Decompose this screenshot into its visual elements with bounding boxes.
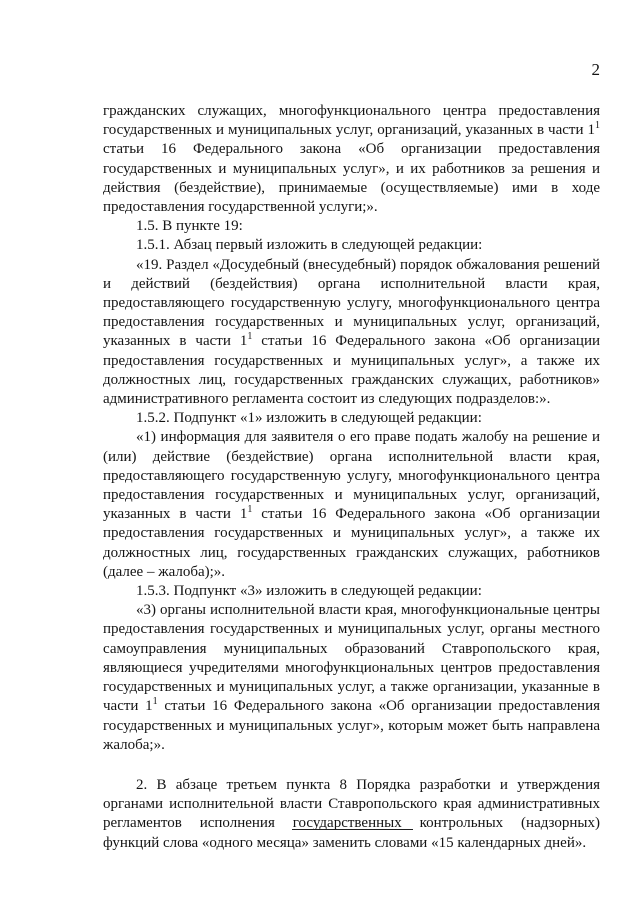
- superscript: 1: [152, 696, 158, 708]
- text-run: «19. Раздел «Досудебный (внесудебный) порядок обжалования решений и действий (бездействия) органа исполнительной власти края, предоставляющего государственную услугу, многофункционального центра предоставления государственных и муниципальных услуг, организаций, указанных в части 1: [103, 256, 600, 350]
- text-run: статьи 16 Федерального закона «Об организации предоставления государственных и муниципальных услуг», а также их должностных лиц, государственных гражданских служащих, работников (далее – жалоба);».: [103, 506, 600, 580]
- paragraph-continuation: [103, 102, 600, 217]
- text-run: гражданских служащих, многофункционального центра предоставления государственных и муниципальных услуг, организаций, указанных в части 1: [103, 103, 600, 139]
- page-number: 2: [591, 60, 600, 79]
- text-run: статьи 16 Федерального закона «Об организации предоставления государственных и муниципальных услуг», и их работников за решения и действия (бездействие), принимаемые (осуществляемые) ими в ходе предоставления государственной услуги;».: [103, 141, 600, 216]
- paragraph-1-5-3: [103, 582, 600, 601]
- text-run: 1.5.2. Подпункт «1» изложить в следующей редакции:: [136, 410, 482, 427]
- document-body: [103, 102, 600, 853]
- paragraph-1-5-2-quote: [103, 428, 600, 582]
- text-run: 1.5. В пункте 19:: [136, 218, 243, 235]
- paragraph-1-5: [103, 217, 600, 236]
- paragraph-1-5-3-quote: [103, 601, 600, 755]
- text-run: статьи 16 Федерального закона «Об организации предоставления государственных и муниципальных услуг», а также их должностных лиц, государственных гражданских служащих, работников» административного регламента состоит из следующих подразделов:».: [103, 333, 600, 408]
- paragraph-2: [103, 776, 600, 853]
- superscript: 1: [595, 120, 600, 132]
- superscript: 1: [247, 504, 253, 516]
- end-divider: [292, 829, 413, 830]
- text-run: «1) информация для заявителя о его праве подать жалобу на решение и (или) действие (бездействие) органа исполнительной власти края, предоставляющего государственную услугу, многофункционального центра предоставления государственных и муниципальных услуг, организаций, указанных в части 1: [103, 429, 600, 523]
- text-run: 2. В абзаце третьем пункта 8 Порядка разработки и утверждения органами исполнительной власти Ставропольского края административных регламентов исполнения государственных контрольных (надзорных) функций слова «одного месяца» заменить словами «15 календарных дней».: [103, 776, 600, 851]
- paragraph-1-5-1: [103, 236, 600, 255]
- text-run: «3) органы исполнительной власти края, многофункциональные центры предоставления государственных и муниципальных услуг, органы местного самоуправления муниципальных образований Ставропольского края, являющиеся учредителями многофункциональных центров предоставления государственных и муниципальных услуг, а также организации, указанные в части 1: [103, 602, 600, 715]
- text-run: 1.5.1. Абзац первый изложить в следующей редакции:: [136, 237, 483, 254]
- paragraph-1-5-2: [103, 409, 600, 428]
- superscript: 1: [247, 331, 253, 343]
- paragraph-1-5-1-quote: [103, 256, 600, 410]
- text-run: статьи 16 Федерального закона «Об организации предоставления государственных и муниципальных услуг», которым может быть направлена жалоба;».: [103, 698, 600, 753]
- text-run: 1.5.3. Подпункт «3» изложить в следующей редакции:: [136, 583, 482, 600]
